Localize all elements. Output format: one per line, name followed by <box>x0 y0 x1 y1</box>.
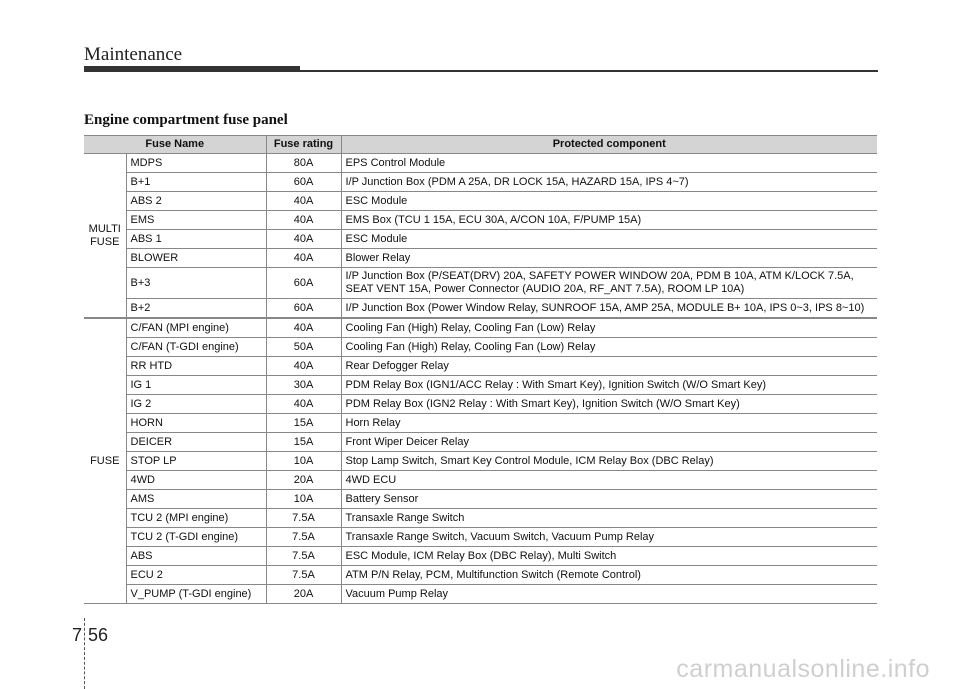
table-row <box>84 395 877 414</box>
fuse-name-cell: B+2 <box>126 299 266 319</box>
protected-component-cell: Vacuum Pump Relay <box>341 585 877 604</box>
protected-component-cell: Rear Defogger Relay <box>341 357 877 376</box>
table-row <box>84 433 877 452</box>
fuse-rating-cell: 20A <box>266 585 341 604</box>
header-bar-thick <box>84 66 300 72</box>
fuse-name-cell: STOP LP <box>126 452 266 471</box>
protected-component-cell: Battery Sensor <box>341 490 877 509</box>
table-row <box>84 211 877 230</box>
table-row <box>84 230 877 249</box>
fuse-rating-cell: 15A <box>266 433 341 452</box>
protected-component-cell: Stop Lamp Switch, Smart Key Control Module, ICM Relay Box (DBC Relay) <box>341 452 877 471</box>
table-row <box>84 268 877 299</box>
fuse-name-cell: MDPS <box>126 154 266 173</box>
fuse-rating-cell: 7.5A <box>266 547 341 566</box>
fuse-table-body <box>84 154 877 604</box>
fuse-name-cell: DEICER <box>126 433 266 452</box>
fuse-rating-cell: 60A <box>266 173 341 192</box>
fuse-rating-cell: 60A <box>266 268 341 299</box>
column-header-fuse-name: Fuse Name <box>84 136 266 154</box>
fuse-rating-cell: 40A <box>266 211 341 230</box>
fuse-rating-cell: 7.5A <box>266 528 341 547</box>
table-row <box>84 528 877 547</box>
fuse-name-cell: ABS 2 <box>126 192 266 211</box>
fuse-rating-cell: 40A <box>266 395 341 414</box>
fuse-rating-cell: 40A <box>266 230 341 249</box>
protected-component-cell: Transaxle Range Switch <box>341 509 877 528</box>
fuse-rating-cell: 40A <box>266 318 341 338</box>
header-bar-thin <box>300 70 878 72</box>
protected-component-cell: ESC Module <box>341 192 877 211</box>
fuse-name-cell: IG 1 <box>126 376 266 395</box>
table-header-row <box>84 136 877 154</box>
fuse-name-cell: TCU 2 (MPI engine) <box>126 509 266 528</box>
table-row <box>84 318 877 338</box>
fuse-rating-cell: 40A <box>266 192 341 211</box>
table-row <box>84 249 877 268</box>
fuse-name-cell: AMS <box>126 490 266 509</box>
fuse-name-cell: C/FAN (MPI engine) <box>126 318 266 338</box>
table-row <box>84 585 877 604</box>
fuse-rating-cell: 20A <box>266 471 341 490</box>
fuse-name-cell: 4WD <box>126 471 266 490</box>
fuse-name-cell: B+1 <box>126 173 266 192</box>
protected-component-cell: Blower Relay <box>341 249 877 268</box>
page-divider <box>84 618 85 689</box>
table-row <box>84 299 877 319</box>
fuse-rating-cell: 10A <box>266 490 341 509</box>
fuse-table <box>84 135 877 604</box>
fuse-rating-cell: 15A <box>266 414 341 433</box>
fuse-rating-cell: 40A <box>266 357 341 376</box>
fuse-name-cell: C/FAN (T-GDI engine) <box>126 338 266 357</box>
fuse-name-cell: V_PUMP (T-GDI engine) <box>126 585 266 604</box>
table-row <box>84 154 877 173</box>
protected-component-cell: EMS Box (TCU 1 15A, ECU 30A, A/CON 10A, F/PUMP 15A) <box>341 211 877 230</box>
table-row <box>84 414 877 433</box>
watermark: carmanualsonline.info <box>676 655 930 683</box>
header-title: Maintenance <box>84 44 183 65</box>
fuse-name-cell: ECU 2 <box>126 566 266 585</box>
fuse-rating-cell: 7.5A <box>266 566 341 585</box>
protected-component-cell: Front Wiper Deicer Relay <box>341 433 877 452</box>
fuse-name-cell: EMS <box>126 211 266 230</box>
protected-component-cell: I/P Junction Box (Power Window Relay, SUNROOF 15A, AMP 25A, MODULE B+ 10A, IPS 0~3, IPS 8~10) <box>341 299 877 319</box>
fuse-name-cell: BLOWER <box>126 249 266 268</box>
table-row <box>84 566 877 585</box>
fuse-rating-cell: 80A <box>266 154 341 173</box>
table-row <box>84 547 877 566</box>
fuse-name-cell: RR HTD <box>126 357 266 376</box>
page-number: 56 <box>88 625 109 645</box>
protected-component-cell: Cooling Fan (High) Relay, Cooling Fan (Low) Relay <box>341 338 877 357</box>
protected-component-cell: EPS Control Module <box>341 154 877 173</box>
fuse-rating-cell: 7.5A <box>266 509 341 528</box>
fuse-name-cell: HORN <box>126 414 266 433</box>
fuse-rating-cell: 50A <box>266 338 341 357</box>
fuse-name-cell: ABS <box>126 547 266 566</box>
fuse-name-cell: TCU 2 (T-GDI engine) <box>126 528 266 547</box>
table-row <box>84 173 877 192</box>
protected-component-cell: I/P Junction Box (PDM A 25A, DR LOCK 15A, HAZARD 15A, IPS 4~7) <box>341 173 877 192</box>
protected-component-cell: I/P Junction Box (P/SEAT(DRV) 20A, SAFETY POWER WINDOW 20A, PDM B 10A, ATM K/LOCK 7.5A, SEAT VENT 15A, Power Connector (AUDIO 20A, RF_ANT 7.5A), ROOM LP 10A) <box>341 268 877 299</box>
fuse-rating-cell: 10A <box>266 452 341 471</box>
protected-component-cell: PDM Relay Box (IGN1/ACC Relay : With Smart Key), Ignition Switch (W/O Smart Key) <box>341 376 877 395</box>
table-row <box>84 357 877 376</box>
chapter-number: 7 <box>72 625 83 645</box>
protected-component-cell: ATM P/N Relay, PCM, Multifunction Switch (Remote Control) <box>341 566 877 585</box>
fuse-rating-cell: 40A <box>266 249 341 268</box>
table-row <box>84 338 877 357</box>
table-row <box>84 192 877 211</box>
table-row <box>84 490 877 509</box>
column-header-fuse-rating: Fuse rating <box>266 136 341 154</box>
protected-component-cell: PDM Relay Box (IGN2 Relay : With Smart Key), Ignition Switch (W/O Smart Key) <box>341 395 877 414</box>
fuse-name-cell: IG 2 <box>126 395 266 414</box>
protected-component-cell: Transaxle Range Switch, Vacuum Switch, Vacuum Pump Relay <box>341 528 877 547</box>
fuse-group-label: MULTI FUSE <box>84 154 126 319</box>
fuse-rating-cell: 30A <box>266 376 341 395</box>
protected-component-cell: ESC Module <box>341 230 877 249</box>
fuse-name-cell: ABS 1 <box>126 230 266 249</box>
column-header-protected-component: Protected component <box>341 136 877 154</box>
fuse-group-label: FUSE <box>84 318 126 604</box>
table-row <box>84 452 877 471</box>
section-title: Engine compartment fuse panel <box>84 112 288 128</box>
protected-component-cell: 4WD ECU <box>341 471 877 490</box>
table-row <box>84 509 877 528</box>
fuse-rating-cell: 60A <box>266 299 341 319</box>
protected-component-cell: ESC Module, ICM Relay Box (DBC Relay), Multi Switch <box>341 547 877 566</box>
fuse-name-cell: B+3 <box>126 268 266 299</box>
table-row <box>84 471 877 490</box>
table-row <box>84 376 877 395</box>
protected-component-cell: Cooling Fan (High) Relay, Cooling Fan (Low) Relay <box>341 318 877 338</box>
protected-component-cell: Horn Relay <box>341 414 877 433</box>
